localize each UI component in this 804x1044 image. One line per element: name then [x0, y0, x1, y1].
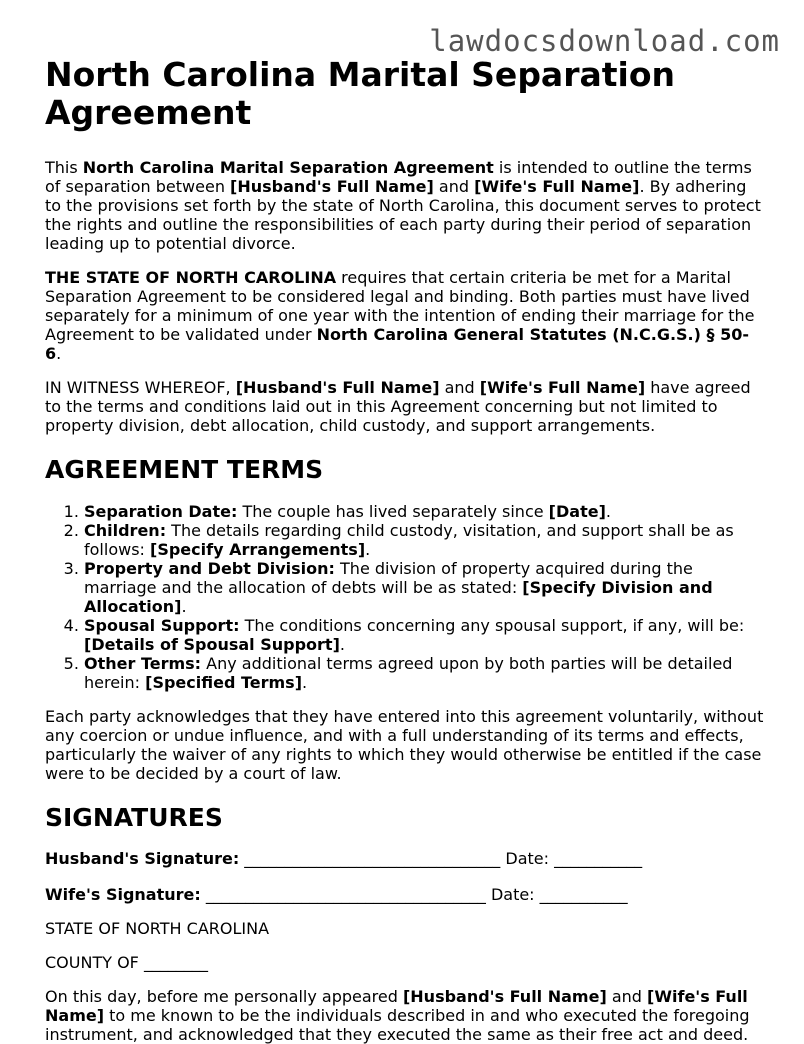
term-end: .	[302, 673, 308, 692]
statute-reference: North Carolina General Statutes (N.C.G.S.) § 50-6	[45, 325, 749, 363]
county-line[interactable]: COUNTY OF ________	[45, 953, 208, 972]
term-placeholder: [Specify Arrangements]	[150, 540, 366, 559]
notary-paragraph	[45, 987, 765, 1044]
witness-text-1: IN WITNESS WHEREOF,	[45, 378, 236, 397]
term-label: Property and Debt Division:	[84, 559, 335, 578]
notary-text-1: On this day, before me personally appeared	[45, 987, 403, 1006]
state-text-1: requires that certain criteria be met for a Marital Separation Agreement to be considered legal and binding. Both parties must have lived separately for a minimum of one year with the intention of ending their marriage for the Agreement to be validated under	[45, 268, 755, 344]
term-text: The division of property acquired during the marriage and the allocation of debts will be as stated:	[84, 559, 693, 597]
term-text: The conditions concerning any spousal support, if any, will be:	[239, 616, 745, 635]
agreement-terms-heading: AGREEMENT TERMS	[45, 455, 324, 484]
intro-text-2: is intended to outline the terms of separation between	[45, 158, 752, 196]
acknowledgement-paragraph: Each party acknowledges that they have entered into this agreement voluntarily, without any coercion or undue influence, and with a full understanding of its terms and effects, particularly the waiver of any rights to which they would otherwise be entitled if the case were to be decided by a court of law.	[45, 707, 764, 783]
terms-list	[45, 502, 765, 692]
notary-text-3: to me known to be the individuals described in and who executed the foregoing instrument, and acknowledged that they executed the same as their free act and deed.	[45, 1006, 750, 1044]
term-end: .	[365, 540, 371, 559]
term-label: Spousal Support:	[84, 616, 240, 635]
term-placeholder: [Specified Terms]	[145, 673, 303, 692]
husband-signature-blank[interactable]: ________________________________ Date: ___________	[239, 849, 643, 868]
witness-wife-name: [Wife's Full Name]	[479, 378, 646, 397]
term-end: .	[181, 597, 187, 616]
intro-text-4: . By adhering to the provisions set forth by the state of North Carolina, this document serves to protect the rights and outline the responsibilities of each party during their period of separation leading up to potential divorce.	[45, 177, 761, 253]
term-label: Separation Date:	[84, 502, 238, 521]
intro-text-1: This	[45, 158, 83, 177]
term-label: Other Terms:	[84, 654, 202, 673]
intro-text-3: and	[433, 177, 475, 196]
term-item	[84, 559, 765, 616]
wife-signature-line[interactable]	[45, 885, 765, 904]
term-item	[84, 521, 765, 559]
wife-signature-label: Wife's Signature:	[45, 885, 201, 904]
state-line: STATE OF NORTH CAROLINA	[45, 919, 270, 938]
husband-signature-line[interactable]	[45, 849, 765, 868]
husband-signature-label: Husband's Signature:	[45, 849, 240, 868]
witness-husband-name: [Husband's Full Name]	[235, 378, 440, 397]
term-end: .	[605, 502, 611, 521]
term-end: .	[339, 635, 345, 654]
term-placeholder: [Date]	[548, 502, 606, 521]
term-text: Any additional terms agreed upon by both parties will be detailed herein:	[84, 654, 733, 692]
intro-agreement-name: North Carolina Marital Separation Agreement	[82, 158, 494, 177]
term-text: The couple has lived separately since	[237, 502, 549, 521]
notary-text-2: and	[606, 987, 648, 1006]
term-placeholder: [Specify Division and Allocation]	[84, 578, 713, 616]
state-name: THE STATE OF NORTH CAROLINA	[45, 268, 337, 287]
term-label: Children:	[84, 521, 167, 540]
signatures-heading: SIGNATURES	[45, 803, 223, 832]
intro-wife-name: [Wife's Full Name]	[474, 177, 640, 196]
state-text-2: .	[56, 344, 62, 363]
wife-signature-blank[interactable]: ___________________________________ Date: ___________	[200, 885, 628, 904]
notary-husband-name: [Husband's Full Name]	[402, 987, 607, 1006]
document-page	[45, 0, 765, 1044]
term-item	[84, 502, 765, 521]
document-title: North Carolina Marital Separation Agreement	[45, 55, 675, 132]
witness-text-3: have agreed to the terms and conditions laid out in this Agreement concerning but not limited to property division, debt allocation, child custody, and support arrangements.	[45, 378, 751, 435]
watermark: lawdocsdownload.com	[429, 24, 780, 58]
term-item	[84, 654, 765, 692]
witness-paragraph	[45, 378, 765, 435]
notary-wife-name: [Wife's Full Name]	[45, 987, 748, 1025]
witness-text-2: and	[439, 378, 480, 397]
intro-paragraph	[45, 158, 765, 253]
term-item	[84, 616, 765, 654]
term-text: The details regarding child custody, visitation, and support shall be as follows:	[84, 521, 734, 559]
state-paragraph	[45, 268, 765, 363]
intro-husband-name: [Husband's Full Name]	[230, 177, 434, 196]
term-placeholder: [Details of Spousal Support]	[84, 635, 340, 654]
